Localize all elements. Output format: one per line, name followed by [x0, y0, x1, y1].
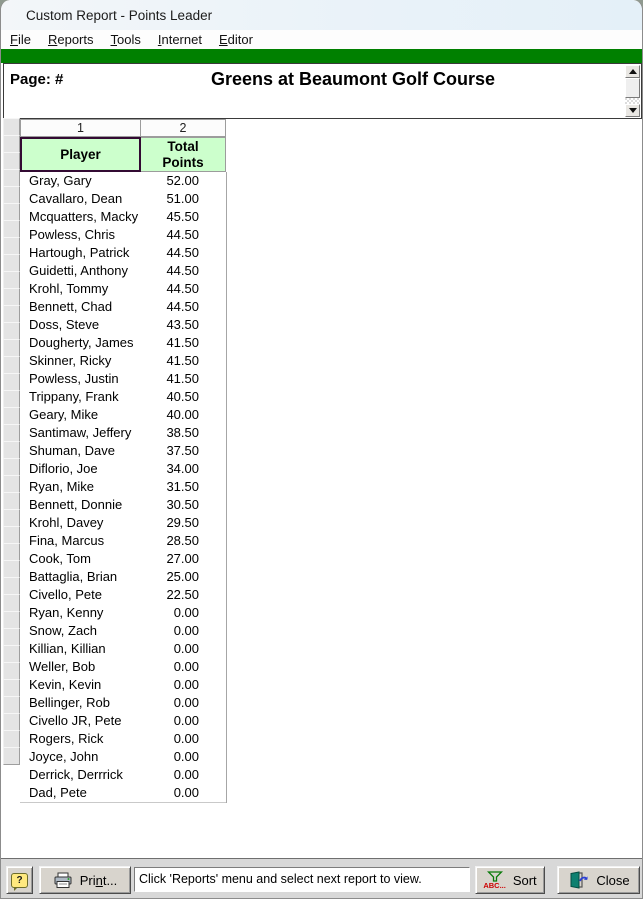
total-points-cell[interactable]: 44.50 — [166, 299, 199, 314]
player-name-cell[interactable]: Dougherty, James — [29, 335, 134, 350]
table-row[interactable] — [20, 298, 226, 316]
total-points-cell[interactable]: 41.50 — [166, 335, 199, 350]
player-name-cell[interactable]: Battaglia, Brian — [29, 569, 118, 584]
menu-item[interactable]: Tools — [110, 32, 141, 47]
report-header-box — [3, 63, 642, 119]
arrow-up-icon — [629, 69, 637, 74]
table-row[interactable] — [20, 568, 226, 586]
player-name-cell[interactable]: Ryan, Kenny — [29, 605, 104, 620]
player-name-cell[interactable]: Skinner, Ricky — [29, 353, 112, 368]
total-points-cell[interactable]: 0.00 — [173, 767, 199, 782]
total-points-cell[interactable]: 0.00 — [173, 749, 199, 764]
total-points-cell[interactable]: 44.50 — [166, 281, 199, 296]
table-row[interactable] — [20, 784, 226, 802]
window-title: Custom Report - Points Leader — [26, 7, 213, 23]
help-button[interactable] — [6, 866, 33, 894]
player-name-cell[interactable]: Krohl, Tommy — [29, 281, 109, 296]
page-number-label: Page: # — [10, 71, 64, 88]
table-row[interactable] — [20, 658, 226, 676]
player-name-cell[interactable]: Fina, Marcus — [29, 533, 105, 548]
table-row[interactable] — [20, 712, 226, 730]
table-row[interactable] — [20, 730, 226, 748]
table-row[interactable] — [20, 172, 226, 190]
table-row[interactable] — [20, 370, 226, 388]
table-row[interactable] — [20, 406, 226, 424]
table-row[interactable] — [20, 262, 226, 280]
total-points-cell[interactable]: 37.50 — [166, 443, 199, 458]
table-row[interactable] — [20, 640, 226, 658]
arrow-down-icon — [629, 108, 637, 113]
scroll-down-button[interactable] — [625, 104, 640, 117]
total-points-cell[interactable]: 0.00 — [173, 695, 199, 710]
points-header-line1: Total — [167, 138, 199, 154]
player-name-cell[interactable]: Civello, Pete — [29, 587, 102, 602]
menu-item[interactable]: Reports — [47, 32, 94, 47]
player-name-cell[interactable]: Kevin, Kevin — [29, 677, 102, 692]
status-bar — [1, 858, 642, 899]
print-button[interactable] — [39, 866, 131, 894]
player-name-cell[interactable]: Cook, Tom — [29, 551, 91, 566]
player-name-cell[interactable]: Mcquatters, Macky — [29, 209, 139, 224]
player-name-cell[interactable]: Guidetti, Anthony — [29, 263, 129, 278]
player-name-cell[interactable]: Shuman, Dave — [29, 443, 115, 458]
menu-item[interactable]: Editor — [218, 32, 253, 47]
total-points-cell[interactable]: 0.00 — [173, 713, 199, 728]
player-name-cell[interactable]: Powless, Chris — [29, 227, 115, 242]
total-points-cell[interactable]: 40.00 — [166, 407, 199, 422]
player-name-cell[interactable]: Snow, Zach — [29, 623, 97, 638]
total-points-cell[interactable]: 40.50 — [166, 389, 199, 404]
report-title: Greens at Beaumont Golf Course — [211, 69, 496, 89]
menu-item[interactable]: Internet — [157, 32, 202, 47]
player-name-cell[interactable]: Civello JR, Pete — [29, 713, 122, 728]
total-points-cell[interactable]: 44.50 — [166, 227, 199, 242]
total-points-cell[interactable]: 34.00 — [166, 461, 199, 476]
player-name-cell[interactable]: Trippany, Frank — [29, 389, 119, 404]
table-row[interactable] — [20, 586, 226, 604]
player-column-header[interactable]: Player — [20, 137, 141, 172]
sort-label: Sort — [512, 872, 537, 888]
table-row[interactable] — [20, 676, 226, 694]
player-name-cell[interactable]: Santimaw, Jeffery — [29, 425, 132, 440]
titlebar[interactable] — [1, 0, 642, 30]
scrollbar-thumb[interactable] — [625, 78, 640, 98]
total-points-cell[interactable]: 51.00 — [166, 191, 199, 206]
table-row[interactable] — [20, 442, 226, 460]
player-name-cell[interactable]: Diflorio, Joe — [29, 461, 98, 476]
total-points-cell[interactable]: 0.00 — [173, 677, 199, 692]
total-points-cell[interactable]: 38.50 — [166, 425, 199, 440]
table-row[interactable] — [20, 190, 226, 208]
table-row[interactable] — [20, 550, 226, 568]
abc-sort-label: ABC... — [483, 881, 506, 890]
sort-button[interactable] — [475, 866, 545, 894]
header-scrollbar[interactable] — [625, 65, 640, 117]
player-name-cell[interactable]: Gray, Gary — [29, 173, 92, 188]
table-row[interactable] — [20, 532, 226, 550]
total-points-cell[interactable]: 0.00 — [173, 605, 199, 620]
total-points-cell[interactable]: 30.50 — [166, 497, 199, 512]
table-row[interactable] — [20, 694, 226, 712]
column-number-row — [20, 119, 226, 137]
table-row[interactable] — [20, 460, 226, 478]
player-name-cell[interactable]: Weller, Bob — [29, 659, 96, 674]
total-points-cell[interactable]: 31.50 — [166, 479, 199, 494]
row-header-gutter — [3, 119, 20, 765]
total-points-cell[interactable]: 0.00 — [173, 731, 199, 746]
points-header-line2: Points — [162, 154, 204, 170]
player-name-cell[interactable]: Ryan, Mike — [29, 479, 95, 494]
total-points-cell[interactable]: 28.50 — [166, 533, 199, 548]
player-name-cell[interactable]: Rogers, Rick — [29, 731, 104, 746]
total-points-cell[interactable]: 41.50 — [166, 353, 199, 368]
player-name-cell[interactable]: Hartough, Patrick — [29, 245, 130, 260]
column-number-1[interactable]: 1 — [20, 119, 141, 137]
table-row[interactable] — [20, 244, 226, 262]
total-points-cell[interactable]: 41.50 — [166, 371, 199, 386]
player-name-cell[interactable]: Dad, Pete — [29, 785, 87, 800]
player-name-cell[interactable]: Powless, Justin — [29, 371, 119, 386]
status-message: Click 'Reports' menu and select next report to view. — [134, 867, 470, 892]
total-points-cell[interactable]: 29.50 — [166, 515, 199, 530]
player-name-cell[interactable]: Killian, Killian — [29, 641, 106, 656]
report-banner — [1, 49, 642, 63]
player-name-cell[interactable]: Cavallaro, Dean — [29, 191, 123, 206]
table-header-row — [20, 137, 226, 172]
close-label: Close — [596, 872, 630, 888]
player-name-cell[interactable]: Bennett, Chad — [29, 299, 113, 314]
total-points-cell[interactable]: 0.00 — [173, 641, 199, 656]
column-number-2[interactable]: 2 — [141, 119, 226, 137]
total-points-cell[interactable]: 0.00 — [173, 623, 199, 638]
total-points-cell[interactable]: 0.00 — [173, 659, 199, 674]
player-name-cell[interactable]: Krohl, Davey — [29, 515, 104, 530]
table-row[interactable] — [20, 226, 226, 244]
table-row[interactable] — [20, 352, 226, 370]
player-name-cell[interactable]: Geary, Mike — [29, 407, 99, 422]
menu-item[interactable]: File — [10, 32, 31, 47]
player-name-cell[interactable]: Bennett, Donnie — [29, 497, 123, 512]
table-row[interactable] — [20, 424, 226, 442]
total-points-cell[interactable]: 25.00 — [166, 569, 199, 584]
player-name-cell[interactable]: Joyce, John — [29, 749, 99, 764]
player-rows — [20, 172, 227, 803]
player-name-cell[interactable]: Derrick, Derrrick — [29, 767, 123, 782]
table-row[interactable] — [20, 316, 226, 334]
table-row[interactable] — [20, 496, 226, 514]
points-column-header[interactable] — [141, 137, 226, 172]
scroll-up-button[interactable] — [625, 65, 640, 78]
table-row[interactable] — [20, 334, 226, 352]
table-row[interactable] — [20, 388, 226, 406]
close-button[interactable] — [557, 866, 640, 894]
total-points-cell[interactable]: 45.50 — [166, 209, 199, 224]
table-row[interactable] — [20, 604, 226, 622]
table-row[interactable] — [20, 514, 226, 532]
total-points-cell[interactable]: 44.50 — [166, 245, 199, 260]
total-points-cell[interactable]: 0.00 — [173, 785, 199, 800]
print-label: Print... — [79, 872, 118, 888]
player-name-cell[interactable]: Bellinger, Rob — [29, 695, 110, 710]
table-row[interactable] — [20, 748, 226, 766]
table-row[interactable] — [20, 622, 226, 640]
total-points-cell[interactable]: 44.50 — [166, 263, 199, 278]
table-row[interactable] — [20, 766, 226, 784]
help-icon: ? — [11, 873, 28, 888]
total-points-cell[interactable]: 22.50 — [166, 587, 199, 602]
table-row[interactable] — [20, 280, 226, 298]
player-name-cell[interactable]: Doss, Steve — [29, 317, 100, 332]
total-points-cell[interactable]: 27.00 — [166, 551, 199, 566]
door-exit-icon — [567, 871, 589, 889]
menubar — [1, 30, 642, 49]
table-row[interactable] — [20, 478, 226, 496]
total-points-cell[interactable]: 52.00 — [166, 173, 199, 188]
printer-icon — [53, 872, 73, 889]
total-points-cell[interactable]: 43.50 — [166, 317, 199, 332]
sort-filter-icon — [483, 871, 506, 889]
table-row[interactable] — [20, 208, 226, 226]
